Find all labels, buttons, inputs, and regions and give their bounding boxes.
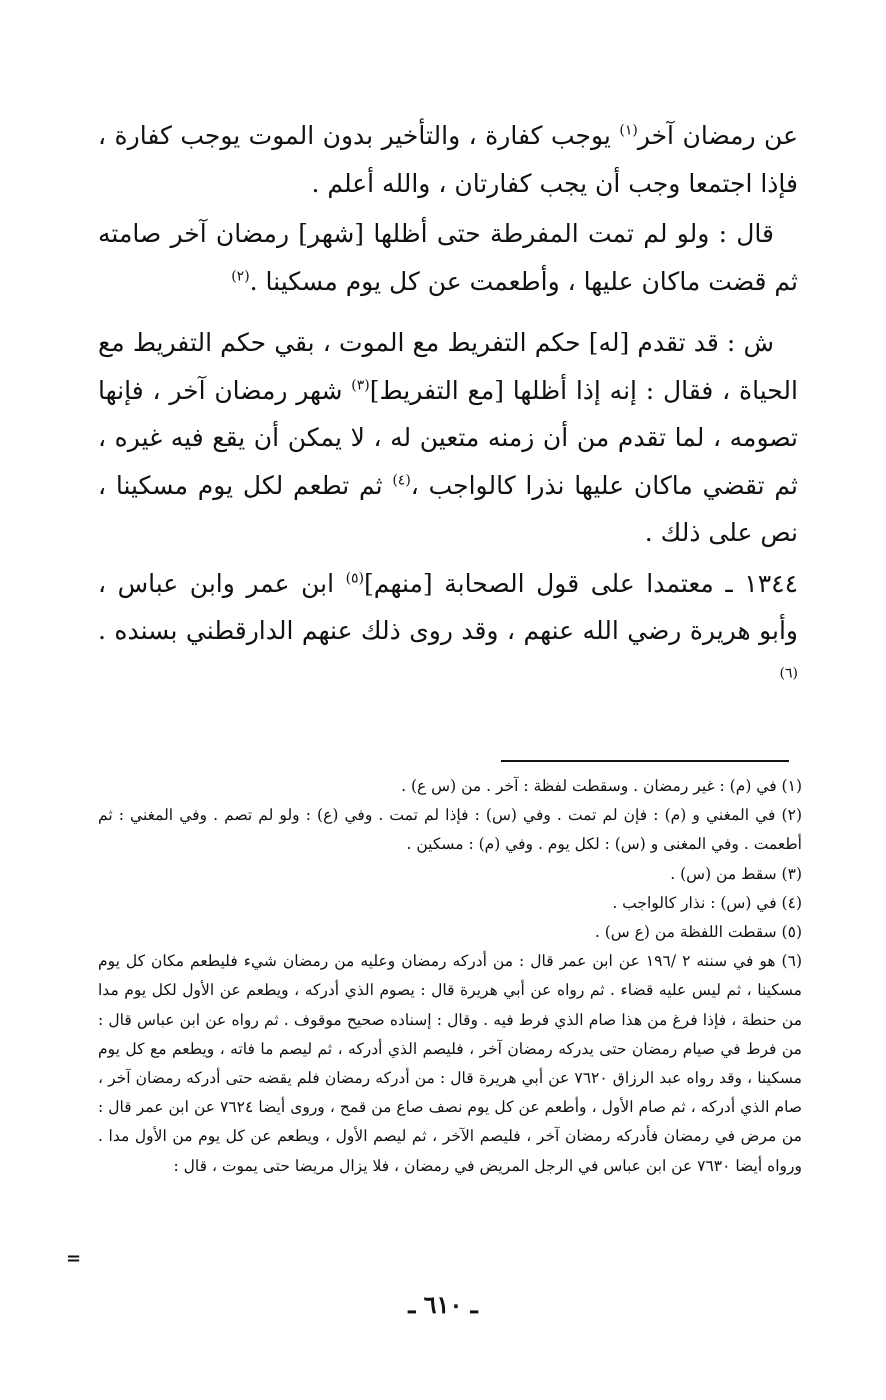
footnote-ref-5[interactable]: (٥): [345, 570, 365, 587]
footnote-2: (٢) في المغني و (م) : فإن لم تمت . وفي (س) : فإذا لم تمت . وفي (ع) : ولو لم تصم . وفي المغني : ثم أطعمت . وفي المغنى و (س) : لكل يوم . وفي (م) : مسكين .: [98, 806, 802, 854]
footnote-ref-1[interactable]: (١): [619, 122, 638, 139]
text-run: شهر رمضان آخر ، فإنها تصومه ، لما تقدم من أن زمنه متعين له ، لا يمكن أن يقع فيه غيره ، ثم تقضي ماكان عليها نذرا كالواجب ،: [98, 375, 798, 500]
paragraph-2: [98, 210, 798, 305]
footnote-divider: [501, 760, 789, 762]
footnote-6: (٦) هو في سننه ٢ /١٩٦ عن ابن عمر قال : من أدركه رمضان وعليه من رمضان شيء فليطعم مكان كل يوم مسكينا ، ثم ليس عليه قضاء . ثم رواه عن أبي هريرة قال : يصوم الذي أدركه ، ويطعم عن الأول لكل يوم مدا من حنطة ، فإذا فرغ من هذا صام الذي فرط فيه . وقال : إسناده صحيح موقوف . ثم رواه عن ابن عباس قال : من فرط في صيام رمضان حتى يدركه رمضان آخر ، فليصم الذي أدركه ، ثم ليصم ما فاته ، ويطعم مع كل يوم مسكينا ، وقد رواه عبد الرزاق ٧٦٢٠ عن أبي هريرة قال : من أدركه رمضان فلم يقضه حتى أدركه رمضان آخر ، صام الذي أدركه ، ثم صام الأول ، وأطعم عن كل يوم نصف صاع من قمح ، وروى أيضا ٧٦٢٤ عن ابن عمر قال : من مرض في رمضان فأدركه رمضان آخر ، فليصم الآخر ، ثم ليصم الأول ، ويطعم عن كل يوم من الأول مدا . ورواه أيضا ٧٦٣٠ عن ابن عباس في الرجل المريض في رمضان ، فلا يزال مريضا حتى يموت ، قال :: [98, 952, 802, 1175]
footnote-4: (٤) في (س) : نذار كالواجب .: [612, 893, 802, 912]
paragraph-3: [98, 319, 798, 557]
text-run: قال : ولو لم تمت المفرطة حتى أظلها [شهر] رمضان آخر صامته ثم قضت ماكان عليها ، وأطعمت عن كل يوم مسكينا .: [98, 219, 798, 296]
item-number: ١٣٤٤ ـ: [713, 568, 799, 598]
footnote-ref-6[interactable]: (٦): [779, 665, 798, 682]
footnotes: [98, 772, 802, 1181]
paragraph-4: [98, 560, 798, 703]
footnote-1: (١) في (م) : غير رمضان . وسقطت لفظة : آخر . من (س ع) .: [401, 777, 802, 795]
footnote-ref-2[interactable]: (٢): [231, 268, 250, 285]
footnote-5: (٥) سقطت اللفظة من (ع س) .: [594, 923, 802, 942]
text-run: ش : قد تقدم [له] حكم التفريط مع الموت ، بقي حكم التفريط مع الحياة ، فقال : إنه إذا أظلها [مع التفريط]: [98, 328, 798, 405]
footnote-3: (٣) سقط من (س) .: [670, 864, 802, 883]
text-run: ثم تطعم لكل يوم مسكينا ، نص على ذلك .: [98, 470, 798, 547]
footnote-ref-4[interactable]: (٤): [392, 472, 411, 489]
text-run: يوجب كفارة ، والتأخير بدون الموت يوجب كفارة ، فإذا اجتمعا وجب أن يجب كفارتان ، والله أعلم .: [98, 121, 798, 198]
paragraph-1: [98, 112, 798, 207]
text-run: معتمدا على قول الصحابة [منهم]: [364, 568, 714, 598]
continuation-mark: =: [66, 1248, 82, 1269]
text-run: عن رمضان آخر: [637, 121, 799, 150]
page-number: ـ ٦١٠ ـ: [408, 1290, 478, 1319]
text-run: ابن عمر وابن عباس ، وأبو هريرة رضي الله عنهم ، وقد روى ذلك عنهم الدارقطني بسنده .: [98, 568, 798, 645]
main-text: [98, 112, 798, 702]
footnote-ref-3[interactable]: (٣): [351, 377, 370, 394]
